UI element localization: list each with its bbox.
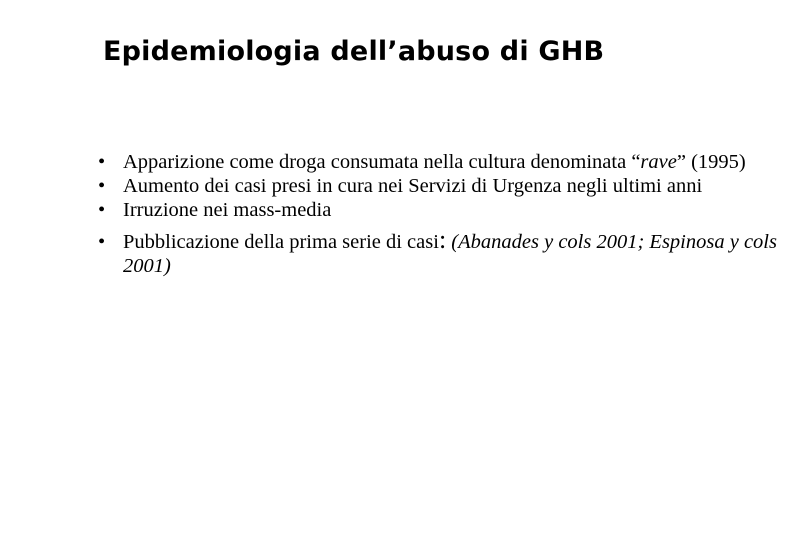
bullet-colon: : [438,225,447,254]
bullet-text: Pubblicazione della prima serie di casi [123,231,439,253]
bullet-list [98,150,788,278]
bullet-item [98,225,788,278]
slide-title: Epidemiologia dell’abuso di GHB [103,36,605,67]
bullet-item [98,174,788,198]
bullet-citation: (Abanades y cols 2001; Espinosa y cols 2001) [123,231,777,277]
bullet-item [98,198,788,222]
bullet-text: ” (1995) [676,151,746,173]
bullet-marker: • [98,231,106,253]
bullet-marker: • [98,199,106,221]
bullet-text: Apparizione come droga consumata nella cultura denominata “ [123,151,641,173]
bullet-emphasis: rave [640,151,677,173]
bullet-text: Aumento dei casi presi in cura nei Servizi di Urgenza negli ultimi anni [123,175,703,197]
bullet-text: Irruzione nei mass-media [123,199,332,221]
bullet-marker: • [98,151,106,173]
bullet-item [98,150,788,174]
bullet-marker: • [98,175,106,197]
